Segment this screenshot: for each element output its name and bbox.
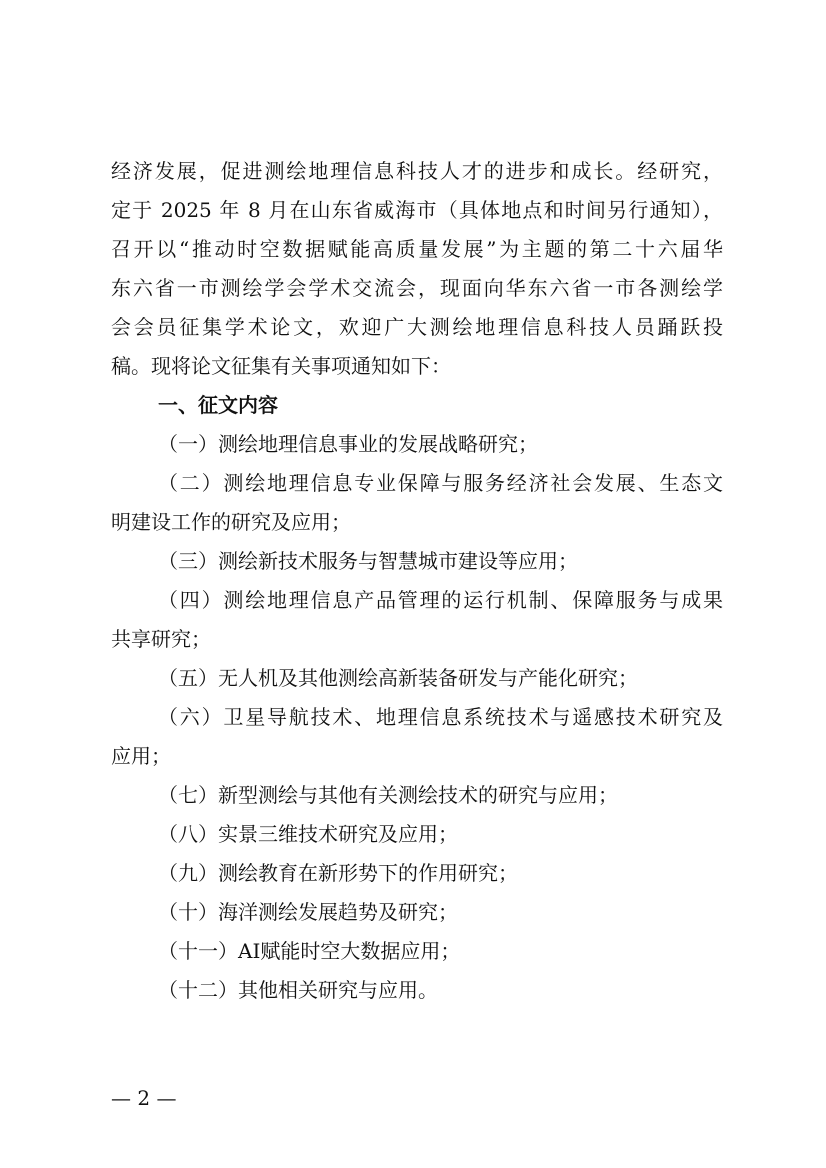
topic-item: （二）测绘地理信息专业保障与服务经济社会发展、生态文 bbox=[158, 471, 723, 495]
intro-line: 稿。现将论文征集有关事项通知如下： bbox=[111, 354, 451, 378]
intro-line: 东六省一市测绘学会学术交流会，现面向华东六省一市各测绘学 bbox=[111, 276, 723, 300]
topic-item: （三）测绘新技术服务与智慧城市建设等应用； bbox=[158, 549, 578, 573]
topic-item: （五）无人机及其他测绘高新装备研发与产能化研究； bbox=[158, 666, 638, 690]
intro-line: 会会员征集学术论文，欢迎广大测绘地理信息科技人员踊跃投 bbox=[111, 315, 723, 339]
topic-item: （十）海洋测绘发展趋势及研究； bbox=[158, 900, 458, 924]
topic-item: （十二）其他相关研究与应用。 bbox=[158, 978, 438, 1002]
topic-item: （十一）AI赋能时空大数据应用； bbox=[158, 939, 461, 963]
page-number: — 2 — bbox=[111, 1086, 177, 1110]
topic-item-continuation: 应用； bbox=[111, 744, 171, 768]
intro-line: 定于 2025 年 8 月在山东省威海市（具体地点和时间另行通知）， bbox=[111, 198, 723, 222]
intro-line: 召开以“推动时空数据赋能高质量发展”为主题的第二十六届华 bbox=[111, 237, 723, 261]
topic-item: （一）测绘地理信息事业的发展战略研究； bbox=[158, 432, 538, 456]
topic-item: （四）测绘地理信息产品管理的运行机制、保障服务与成果 bbox=[158, 588, 723, 612]
topic-item-continuation: 明建设工作的研究及应用； bbox=[111, 510, 351, 534]
topic-item: （九）测绘教育在新形势下的作用研究； bbox=[158, 861, 518, 885]
topic-item: （八）实景三维技术研究及应用； bbox=[158, 822, 458, 846]
topic-item-continuation: 共享研究； bbox=[111, 627, 211, 651]
section-heading: 一、征文内容 bbox=[158, 393, 278, 417]
topic-item: （七）新型测绘与其他有关测绘技术的研究与应用； bbox=[158, 783, 618, 807]
topic-item: （六）卫星导航技术、地理信息系统技术与遥感技术研究及 bbox=[158, 705, 723, 729]
intro-line: 经济发展，促进测绘地理信息科技人才的进步和成长。经研究， bbox=[111, 159, 723, 183]
